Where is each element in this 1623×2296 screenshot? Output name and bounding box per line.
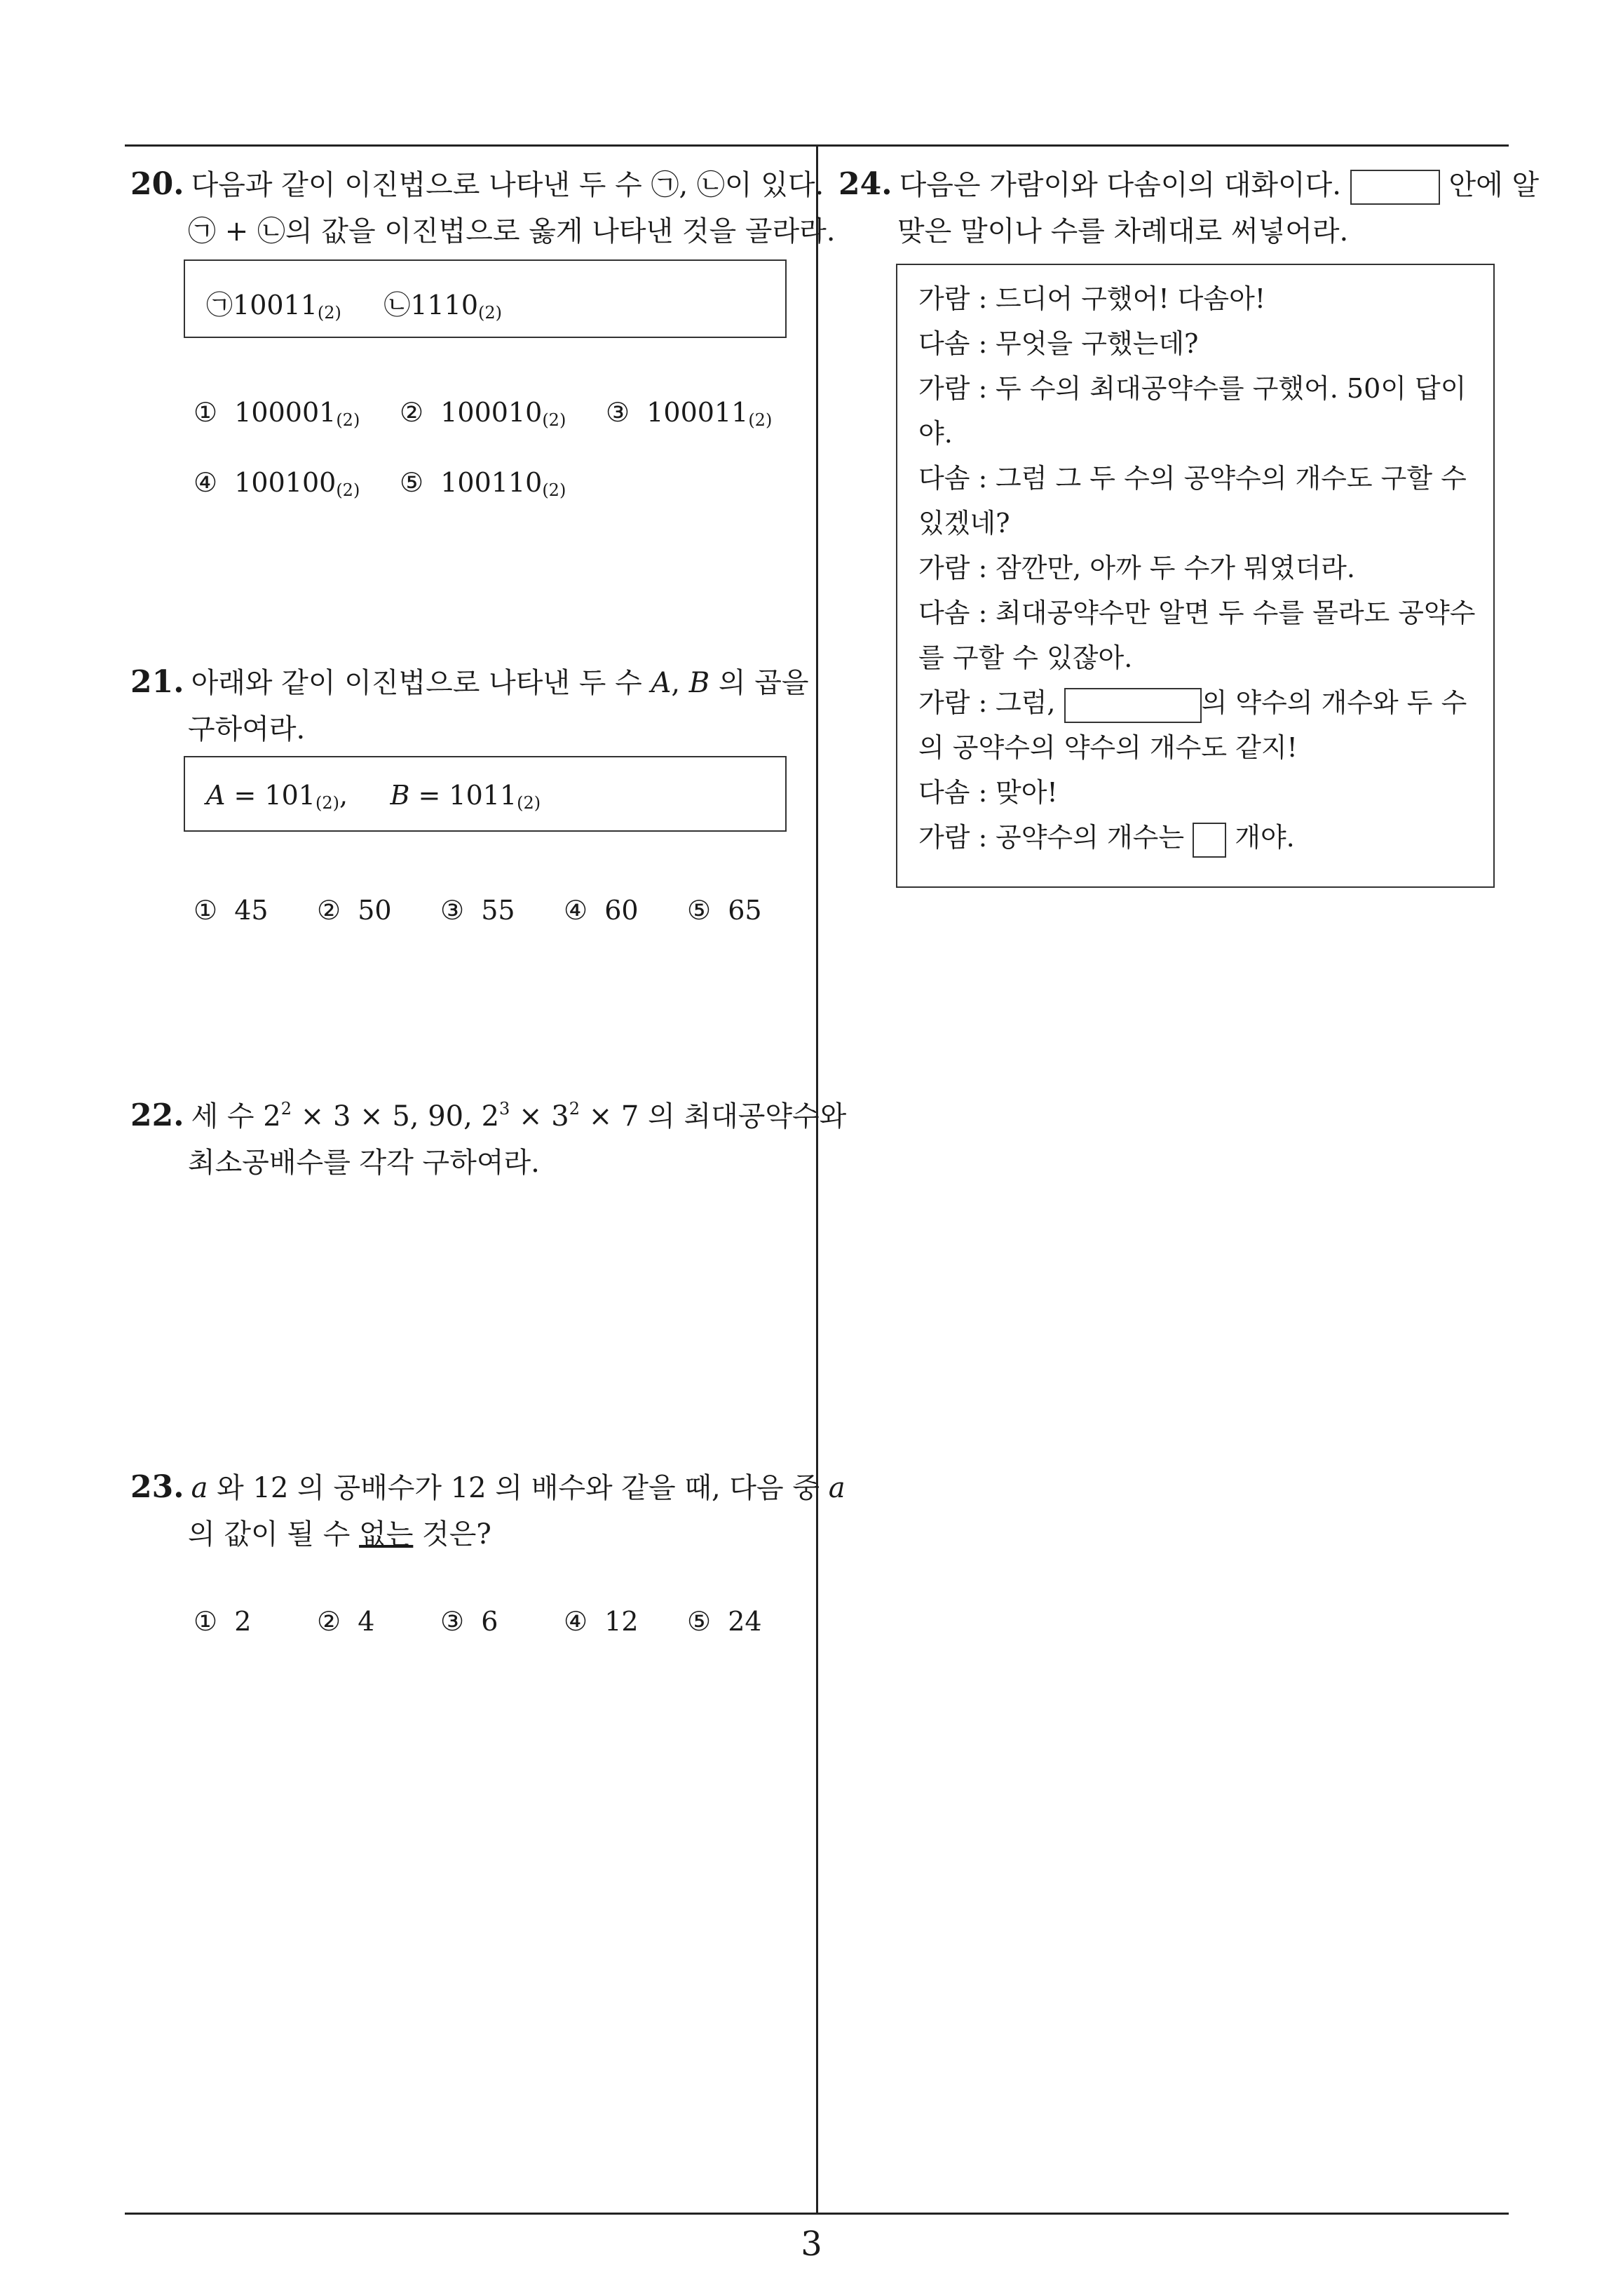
choice-2[interactable]: ② 4 [317,1606,375,1637]
choice-1[interactable]: ① 2 [193,1606,252,1637]
variable: A [206,780,226,811]
question-text: 다음과 같이 이진법으로 나타낸 두 수 ㉠, ㉡이 있다. [191,169,824,201]
dialog-line-cont: 있겠네? [918,508,1010,539]
dialog-line-cont: 의 공약수의 약수의 개수도 같지! [918,732,1298,763]
question-text: ㉠ + ㉡의 값을 이진법으로 옳게 나타낸 것을 골라라. [188,215,836,248]
binary-value: 10011 [233,290,318,320]
dialog-line: 다솜 : 최대공약수만 알면 두 수를 몰라도 공약수 [918,597,1476,628]
question-20 [130,161,835,255]
dialog-line: 가람 : 잠깐만, 아까 두 수가 뭐였더라. [918,553,1355,583]
question-number: 22. [130,1098,184,1133]
question-number: 20. [130,166,184,202]
answer-blank[interactable] [1350,170,1440,205]
base-subscript: (2) [317,303,341,323]
dialog-line-cont: 야. [918,418,953,449]
given-box-20 [184,259,787,338]
question-text: 구하여라. [188,713,306,745]
choice-2[interactable]: ② $100010_{(2)}$ [400,397,566,430]
choice-3[interactable]: ③ 55 [440,895,515,926]
answer-blank[interactable] [1064,688,1202,723]
question-21: 21. 아래와 같이 이진법으로 나타낸 두 수 A, B 의 곱을 구하여라. [130,659,809,752]
dialog-line: 가람 : 두 수의 최대공약수를 구했어. 50이 답이 [918,373,1467,404]
choice-2[interactable]: ② 50 [317,895,392,926]
question-23: 23. a 와 12 의 공배수가 12 의 배수와 같을 때, 다음 중 a 의 값이 될 수 없는 것은? [130,1469,846,1551]
question-text: 최소공배수를 각각 구하여라. [188,1147,540,1179]
dialog-line: 가람 : 그럼, 의 약수의 개수와 두 수 [918,680,1467,725]
question-22: 22. 세 수 $2^2 \times 3 \times 5$, 90, $2^3 \times 3^2 \times 7$ 의 최대공약수와 최소공배수를 각각 구하여라. [130,1086,846,1186]
question-text: 의 곱을 [709,667,809,699]
choice-4[interactable]: ④ 60 [564,895,639,926]
variable: A [651,667,672,699]
underlined-word: 없는 [359,1518,414,1551]
dialog-line: 가람 : 드디어 구했어! 다솜아! [918,283,1266,314]
choice-1[interactable]: ① $100001_{(2)}$ [193,397,360,430]
question-number: 21. [130,664,184,700]
dialog-line: 다솜 : 무엇을 구했는데? [918,328,1199,359]
dialog-box [896,264,1495,888]
variable: a [191,1472,208,1504]
dialog-line: 가람 : 공약수의 개수는 개야. [918,815,1295,860]
answer-blank[interactable] [1193,823,1226,858]
choice-4[interactable]: ④ $100100_{(2)}$ [193,467,360,500]
choice-5[interactable]: ⑤ $100110_{(2)}$ [400,467,566,500]
binary-value: 1110 [410,290,479,320]
question-24: 24. 다음은 가람이와 다솜이의 대화이다. 안에 알 맞은 말이나 수를 차례대로 써넣어라. [838,161,1539,255]
variable: B [390,780,410,811]
question-number: 23. [130,1469,184,1505]
choice-1[interactable]: ① 45 [193,895,269,926]
dialog-line-cont: 를 구할 수 있잖아. [918,642,1133,673]
variable: a [828,1472,846,1504]
bottom-rule [125,2213,1509,2215]
given-box-21: $A = 101_{(2)}$, $B = 1011_{(2)}$ [184,756,787,832]
dialog-line: 다솜 : 그럼 그 두 수의 공약수의 개수도 구할 수 [918,463,1467,494]
choice-3[interactable]: ③ $100011_{(2)}$ [606,397,773,430]
choice-5[interactable]: ⑤ 24 [687,1606,762,1637]
question-number: 24. [838,166,892,202]
variable: B [688,667,710,699]
page-number: 3 [801,2224,822,2264]
choice-5[interactable]: ⑤ 65 [687,895,762,926]
dialog-line: 다솜 : 맞아! [918,777,1058,808]
circle-label: ㉠ [206,290,233,320]
choice-4[interactable]: ④ 12 [564,1606,639,1637]
base-subscript: (2) [478,303,503,323]
question-text: 아래와 같이 이진법으로 나타낸 두 수 [191,667,651,699]
question-text: 맞은 말이나 수를 차례대로 써넣어라. [897,215,1349,248]
choice-3[interactable]: ③ 6 [440,1606,498,1637]
circle-label: ㉡ [383,290,411,320]
